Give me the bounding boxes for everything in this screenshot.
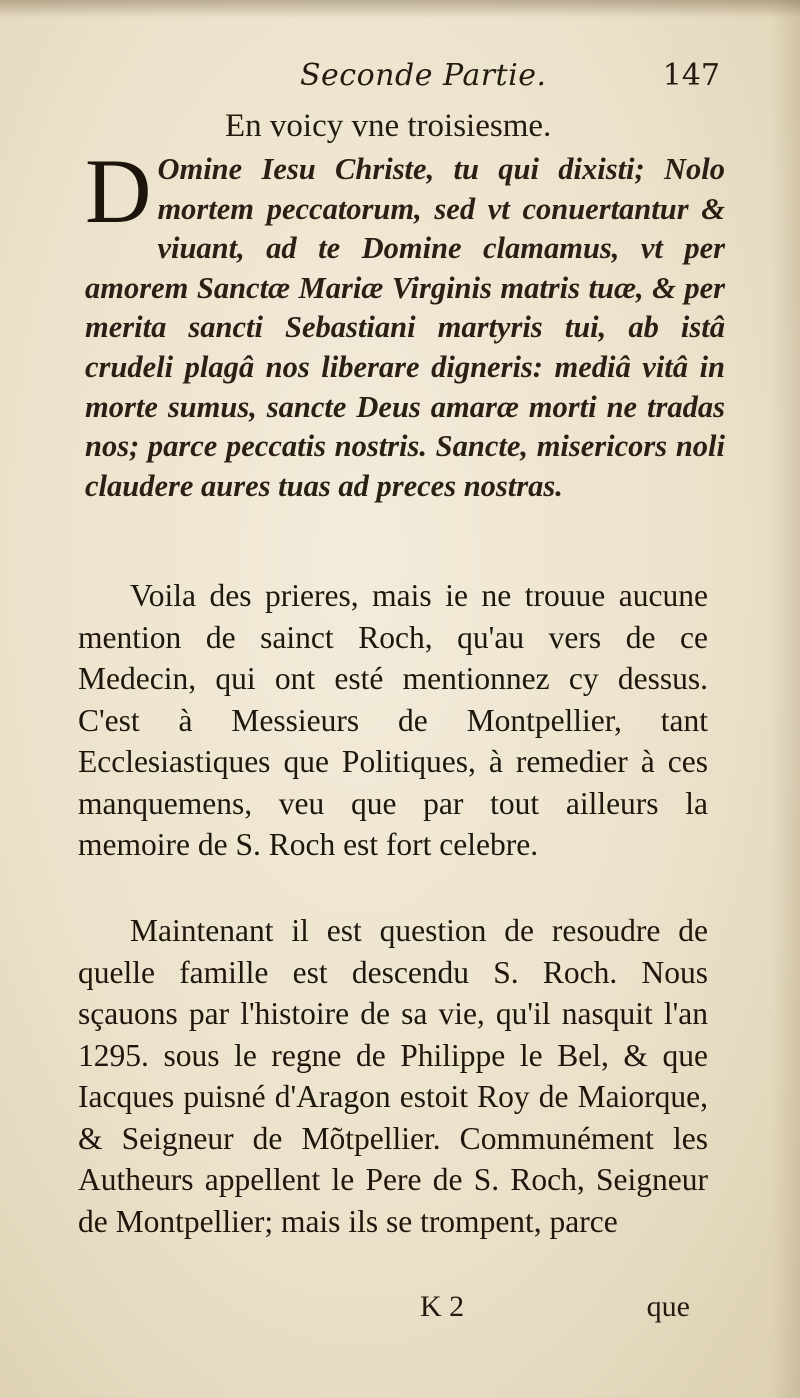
page-number: 147 bbox=[662, 58, 720, 93]
drop-cap: D bbox=[85, 140, 152, 242]
latin-prayer bbox=[85, 140, 725, 506]
running-title: Seconde Partie. bbox=[300, 58, 547, 93]
section-heading: En voicy vne troisiesme. bbox=[225, 108, 552, 144]
page-footer bbox=[420, 1290, 690, 1330]
page-top-shadow bbox=[0, 0, 800, 18]
page-header bbox=[300, 58, 720, 102]
prayer-text: Omine Iesu Christe, tu qui dixisti; Nolo mortem peccatorum, sed vt conuertantur & viuant, ad te Domine clamamus, vt per amorem Sanctæ Mariæ Virginis matris tuæ, & per merita sancti Sebastiani martyris tui, ab istâ crudeli plagâ nos liberare digneris: mediâ vitâ in morte sumus, sancte Deus amaræ morti ne tradas nos; parce peccatis nostris. Sancte, misericors noli claudere aures tuas ad preces nostras. bbox=[85, 152, 725, 503]
catchword: que bbox=[646, 1290, 690, 1323]
body-paragraph-2: Maintenant il est question de resoudre de quelle famille est descendu S. Roch. Nous sçauons par l'histoire de sa vie, qu'il nasquit l'an 1295. sous le regne de Philippe le Bel, & que Iacques puisné d'Aragon estoit Roy de Maiorque, & Seigneur de Mõtpellier. Communément les Autheurs appellent le Pere de S. Roch, Seigneur de Montpellier; mais ils se trompent, parce bbox=[78, 913, 708, 1239]
signature-mark: K 2 bbox=[420, 1290, 465, 1323]
page-right-shadow bbox=[772, 0, 800, 1398]
body-paragraph-1: Voila des prieres, mais ie ne trouue aucune mention de sainct Roch, qu'au vers de ce Medecin, qui ont esté mentionnez cy dessus. C'est à Messieurs de Montpellier, tant Ecclesiastiques que Politiques, à remedier à ces manquemens, veu que par tout ailleurs la memoire de S. Roch est fort celebre. bbox=[78, 578, 708, 862]
